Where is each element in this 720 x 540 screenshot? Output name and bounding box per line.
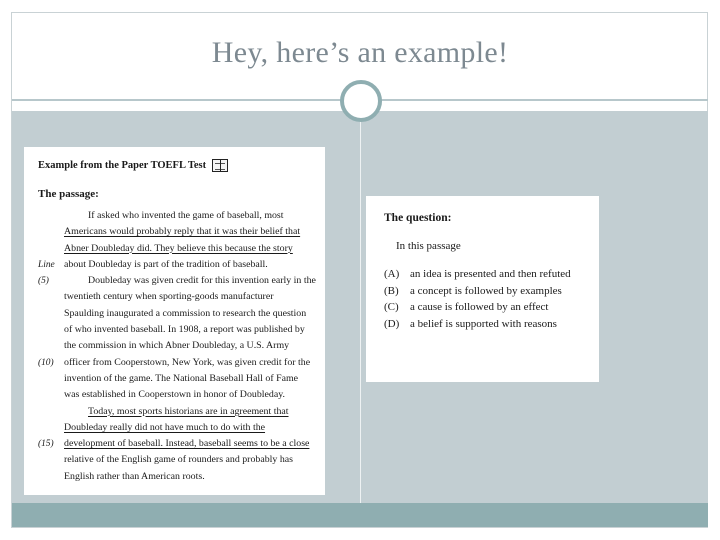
circle-ornament-icon <box>340 80 382 122</box>
footer-band <box>12 503 708 527</box>
passage-line-text: Americans would probably reply that it was their belief that <box>64 226 301 238</box>
passage-line-text: the commission in which Abner Doubleday, a U.S. Army <box>64 340 290 352</box>
passage-line-text: was established in Cooperstown in honor of Doubleday. <box>64 389 285 401</box>
answer-option <box>384 299 599 316</box>
passage-line-text: Abner Doubleday did. They believe this because the story <box>64 242 293 254</box>
passage-line <box>38 322 311 338</box>
passage-line-text: development of baseball. Instead, baseball seems to be a close <box>64 438 310 450</box>
line-number-label: (5) <box>38 276 49 287</box>
passage-line-text: twentieth century when sporting-goods manufacturer <box>64 291 274 303</box>
passage-line <box>38 452 311 468</box>
book-icon <box>212 159 228 172</box>
answer-option <box>384 316 599 333</box>
passage-line-text: relative of the English game of rounders and probably has <box>64 454 293 466</box>
answer-option-letter: (C) <box>384 301 399 313</box>
line-number-label: Line <box>38 259 55 270</box>
passage-line-text: Doubleday really did not have much to do with the <box>64 421 266 433</box>
line-number-label: (10) <box>38 357 54 368</box>
answer-option-letter: (A) <box>384 268 400 280</box>
passage-label: The passage: <box>38 188 99 200</box>
slide-title: Hey, here’s an example! <box>211 36 509 69</box>
column-divider <box>360 111 361 503</box>
answer-option-text: a concept is followed by examples <box>410 284 562 297</box>
answer-option-letter: (B) <box>384 284 399 297</box>
passage-line <box>38 338 311 354</box>
passage-line <box>38 289 311 305</box>
passage-line <box>38 208 311 224</box>
answer-option-text: a belief is supported with reasons <box>410 317 557 330</box>
passage-line-text: of who invented baseball. In 1908, a report was published by <box>64 324 305 336</box>
passage-line-text: officer from Cooperstown, New York, was given credit for the <box>64 356 311 368</box>
passage-line <box>38 273 316 289</box>
passage-line <box>38 355 311 371</box>
passage-line-text: Today, most sports historians are in agreement that <box>88 405 289 417</box>
line-number-label: (15) <box>38 439 54 450</box>
answer-options <box>384 266 599 332</box>
passage-line-text: invention of the game. The National Baseball Hall of Fame <box>64 372 299 384</box>
passage-line <box>38 469 311 485</box>
passage-line <box>38 436 311 452</box>
answer-option <box>384 266 599 283</box>
passage-line <box>38 257 311 273</box>
passage-line-text: English rather than American roots. <box>64 470 205 482</box>
passage-line <box>38 241 311 257</box>
answer-option-letter: (D) <box>384 317 400 330</box>
answer-option <box>384 283 599 300</box>
answer-option-text: an idea is presented and then refuted <box>410 268 571 280</box>
passage-line <box>38 224 311 240</box>
passage-line <box>38 387 311 403</box>
passage-card <box>24 147 325 495</box>
passage-body <box>38 208 316 485</box>
question-label: The question: <box>384 212 452 224</box>
passage-line <box>38 404 311 420</box>
answer-option-text: a cause is followed by an effect <box>410 301 549 313</box>
passage-line-text: Doubleday was given credit for this invention early in the <box>88 275 316 287</box>
passage-line-text: Spaulding inaugurated a commission to research the question <box>64 307 307 319</box>
passage-line-text: If asked who invented the game of baseball, most <box>88 210 284 221</box>
passage-line-text: about Doubleday is part of the tradition of baseball. <box>64 258 268 270</box>
passage-card-header <box>38 159 311 172</box>
passage-line <box>38 420 311 436</box>
passage-line <box>38 306 311 322</box>
question-card <box>366 196 599 382</box>
question-stem: In this passage <box>396 240 461 252</box>
passage-line <box>38 371 311 387</box>
passage-card-heading: Example from the Paper TOEFL Test <box>38 160 207 171</box>
